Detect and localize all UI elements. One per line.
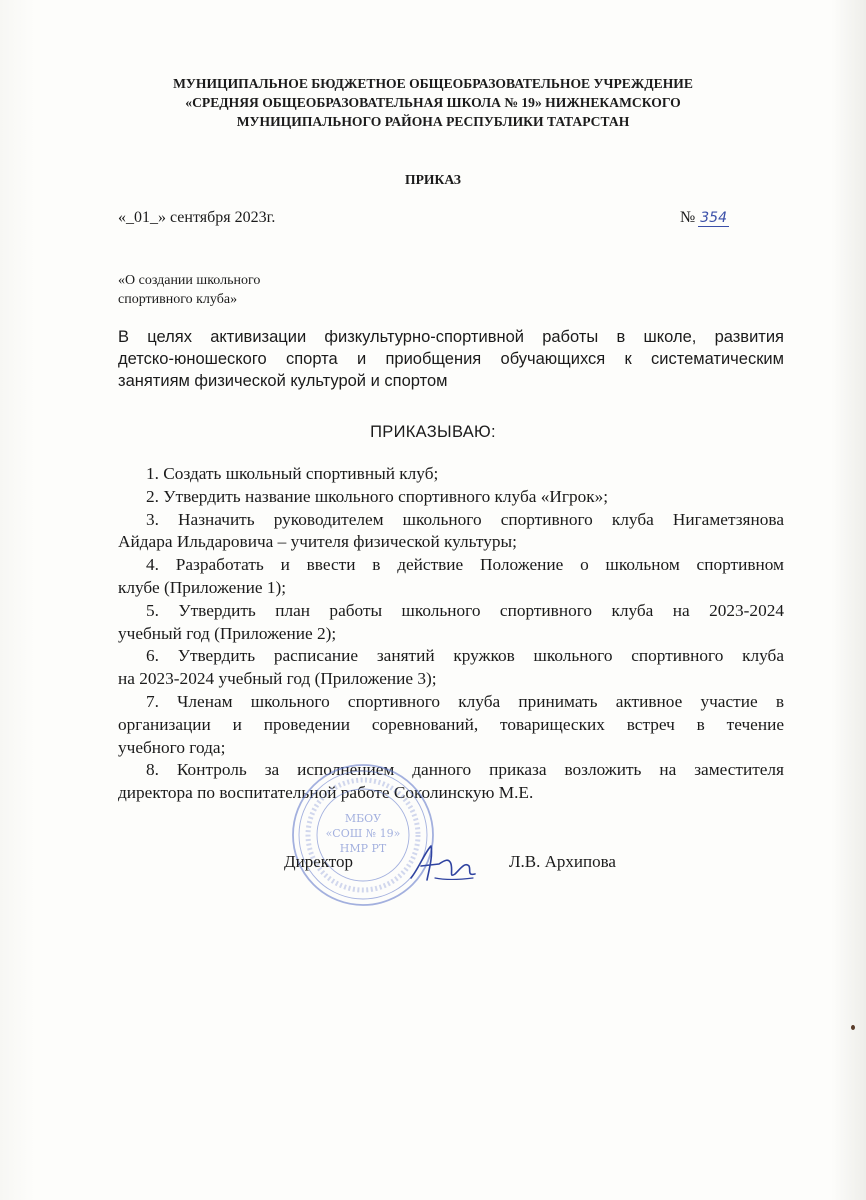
order-item bbox=[118, 759, 784, 805]
order-item bbox=[118, 463, 784, 486]
order-item-line: клубе (Приложение 1); bbox=[118, 577, 287, 597]
order-number-value: 354 bbox=[700, 210, 727, 226]
order-item-line: 1. Создать школьный спортивный клуб; bbox=[146, 464, 439, 483]
header-line-2: «СРЕДНЯЯ ОБЩЕОБРАЗОВАТЕЛЬНАЯ ШКОЛА № 19» НИЖНЕКАМСКОГО bbox=[185, 95, 681, 110]
stamp-center-line-1: МБОУ bbox=[344, 812, 382, 825]
stamp-center-line-3: НМР РТ bbox=[339, 842, 387, 855]
order-item-line: 2. Утвердить название школьного спортивного клуба «Игрок»; bbox=[146, 486, 609, 506]
subject-line-2: спортивного клуба» bbox=[118, 292, 238, 307]
order-item-line: на 2023-2024 учебный год (Приложение 3); bbox=[118, 669, 437, 689]
paper-speck bbox=[851, 1025, 855, 1030]
handwritten-signature bbox=[405, 838, 480, 888]
order-item bbox=[118, 554, 784, 600]
order-item bbox=[118, 486, 784, 509]
order-item-line: 3. Назначить руководителем школьного спортивного клуба Нигаметзянова bbox=[146, 509, 784, 529]
preamble-line-1: В целях активизации физкультурно-спортивной работы в школе, развития bbox=[118, 328, 784, 346]
order-item-line: 8. Контроль за исполнением данного приказа возложить на заместителя bbox=[146, 760, 784, 780]
order-item-line: директора по воспитательной работе Соколинскую М.Е. bbox=[118, 783, 534, 803]
signature-stroke bbox=[411, 846, 475, 880]
order-item-line: 4. Разработать и ввести в действие Положение о школьном спортивном bbox=[146, 555, 784, 575]
signature-underline bbox=[435, 878, 473, 880]
signatory-role: Директор bbox=[284, 852, 353, 871]
order-item-line: 7. Членам школьного спортивного клуба принимать активное участие в bbox=[146, 691, 784, 711]
document-title: ПРИКАЗ bbox=[405, 172, 461, 187]
order-number-label: № bbox=[680, 209, 696, 226]
order-heading: ПРИКАЗЫВАЮ: bbox=[370, 423, 496, 441]
order-subject bbox=[118, 271, 260, 309]
order-item-line: 6. Утвердить расписание занятий кружков школьного спортивного клуба bbox=[146, 646, 784, 666]
order-item bbox=[118, 691, 784, 759]
order-item-line: Айдара Ильдаровича – учителя физической культуры; bbox=[118, 532, 517, 552]
order-number bbox=[680, 209, 729, 227]
order-item-line: учебного года; bbox=[118, 737, 226, 757]
order-item bbox=[118, 645, 784, 691]
stamp-center-line-2: «СОШ № 19» bbox=[325, 827, 401, 840]
order-item-line: организации и проведении соревнований, товарищеских встреч в течение bbox=[118, 714, 784, 734]
preamble-line-2: детско-юношеского спорта и приобщения обучающихся к систематическим bbox=[118, 350, 784, 368]
preamble-line-3: занятиям физической культурой и спортом bbox=[118, 372, 448, 390]
order-items-list bbox=[118, 463, 784, 805]
preamble-paragraph bbox=[118, 326, 784, 392]
order-item-line: учебный год (Приложение 2); bbox=[118, 623, 337, 643]
order-date: «_01_» сентября 2023г. bbox=[118, 209, 276, 226]
subject-line-1: «О создании школьного bbox=[118, 273, 261, 288]
signatory-name: Л.В. Архипова bbox=[509, 852, 616, 871]
order-item bbox=[118, 600, 784, 646]
order-item-line: 5. Утвердить план работы школьного спортивного клуба на 2023-2024 bbox=[146, 600, 784, 620]
header-line-1: МУНИЦИПАЛЬНОЕ БЮДЖЕТНОЕ ОБЩЕОБРАЗОВАТЕЛЬНОЕ УЧРЕЖДЕНИЕ bbox=[173, 76, 693, 91]
order-item bbox=[118, 509, 784, 555]
header-line-3: МУНИЦИПАЛЬНОГО РАЙОНА РЕСПУБЛИКИ ТАТАРСТАН bbox=[236, 114, 630, 129]
institution-header bbox=[60, 74, 806, 131]
